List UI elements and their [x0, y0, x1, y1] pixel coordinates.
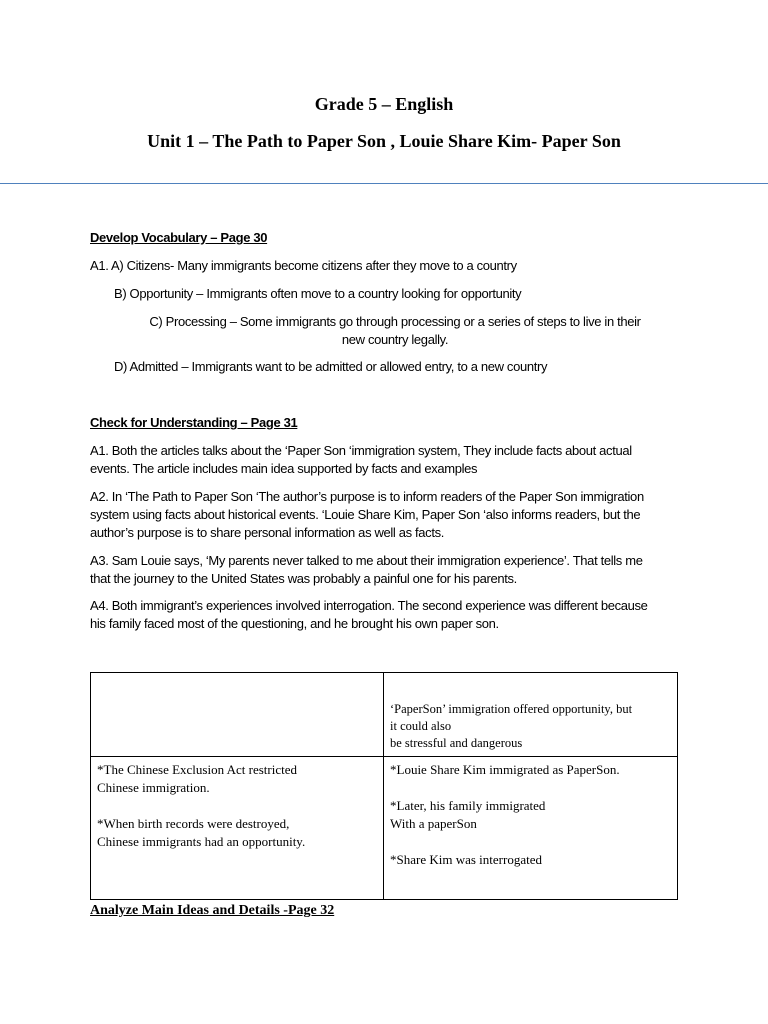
main-idea-table: [90, 672, 678, 900]
document-title: Grade 5 – English: [314, 94, 454, 114]
answer-a4-line: A4. Both immigrant’s experiences involved interrogation. The second experience was different because: [90, 598, 648, 613]
answer-a2: [90, 488, 644, 542]
detail-line: *Louie Share Kim immigrated as PaperSon.: [390, 762, 620, 777]
answer-a1-line: A1. Both the articles talks about the ‘Paper Son ‘immigration system, They include facts about actual: [90, 443, 632, 458]
check-heading: Check for Understanding – Page 31: [90, 415, 298, 430]
table-row: [91, 757, 678, 900]
main-idea-line: be stressful and dangerous: [390, 736, 523, 750]
table-cell-details-left: [91, 757, 384, 900]
answer-a2-line: author’s purpose is to share personal information as well as facts.: [90, 525, 444, 540]
analyze-heading: Analyze Main Ideas and Details -Page 32: [90, 903, 335, 918]
answer-a1-line: events. The article includes main idea supported by facts and examples: [90, 461, 478, 476]
detail-line: Chinese immigration.: [97, 780, 210, 795]
vocab-item-c-line2: new country legally.: [341, 332, 449, 347]
vocab-item-c: [110, 313, 680, 349]
detail-line: *Share Kim was interrogated: [390, 852, 542, 867]
vocab-item-a: A1. A) Citizens- Many immigrants become citizens after they move to a country: [90, 258, 517, 273]
detail-line: With a paperSon: [390, 816, 477, 831]
detail-line: *Later, his family immigrated: [390, 798, 546, 813]
table-row: [91, 673, 678, 757]
document-subtitle: Unit 1 – The Path to Paper Son , Louie Share Kim- Paper Son: [147, 131, 621, 151]
detail-line: *The Chinese Exclusion Act restricted: [97, 762, 298, 777]
answer-a2-line: A2. In ‘The Path to Paper Son ‘The author’s purpose is to inform readers of the Paper Son immigration: [90, 489, 644, 504]
vocab-item-c-line1: C) Processing – Some immigrants go through processing or a series of steps to live in their: [149, 314, 641, 329]
vocab-item-b: B) Opportunity – Immigrants often move to a country looking for opportunity: [114, 286, 522, 301]
answer-a4: [90, 597, 648, 633]
table-cell-details-right: [384, 757, 678, 900]
vocab-item-d: D) Admitted – Immigrants want to be admitted or allowed entry, to a new country: [114, 359, 548, 374]
detail-line: Chinese immigrants had an opportunity.: [97, 834, 306, 849]
header-divider: [0, 183, 768, 184]
answer-a2-line: system using facts about historical events. ‘Louie Share Kim, Paper Son ‘also informs readers, but the: [90, 507, 641, 522]
answer-a4-line: his family faced most of the questioning, and he brought his own paper son.: [90, 616, 499, 631]
answer-a1: [90, 442, 632, 478]
answer-a3-line: A3. Sam Louie says, ‘My parents never talked to me about their immigration experience’. That tells me: [90, 553, 643, 568]
detail-line: *When birth records were destroyed,: [97, 816, 290, 831]
table-cell-main-idea: [384, 673, 678, 757]
main-idea-line: ‘PaperSon’ immigration offered opportunity, but: [390, 702, 633, 716]
table-cell-empty: [91, 673, 384, 757]
vocabulary-heading: Develop Vocabulary – Page 30: [90, 230, 268, 245]
main-idea-line: it could also: [390, 719, 452, 733]
answer-a3-line: that the journey to the United States was probably a painful one for his parents.: [90, 571, 517, 586]
answer-a3: [90, 552, 643, 588]
